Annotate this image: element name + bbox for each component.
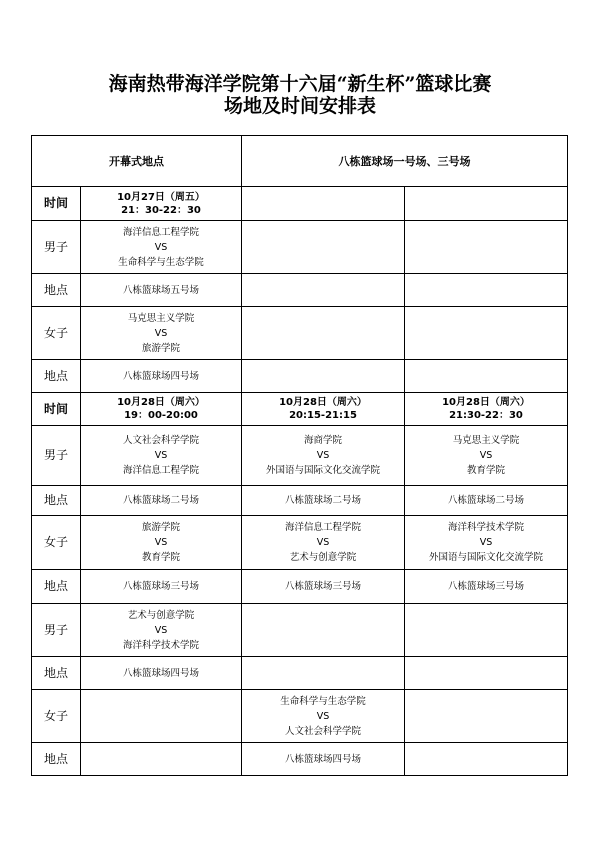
team-away: 教育学院 — [141, 552, 180, 563]
empty-cell — [242, 187, 405, 221]
slot-date: 10月28日（周六） — [279, 397, 367, 408]
team-away: 海洋科学技术学院 — [122, 639, 199, 651]
team-home: 马克思主义学院 — [452, 435, 520, 446]
vs-text: VS — [154, 537, 168, 548]
vs-text: VS — [154, 327, 168, 339]
venue-cell: 八栋篮球场三号场 — [405, 570, 568, 604]
time-slot — [242, 393, 405, 426]
team-home: 海洋信息工程学院 — [284, 522, 361, 533]
vs-text: VS — [479, 537, 493, 548]
venue-label: 地点 — [32, 486, 81, 516]
match-cell — [242, 690, 405, 743]
team-home: 海洋信息工程学院 — [122, 226, 199, 238]
women-label: 女子 — [32, 690, 81, 743]
team-home: 海洋科学技术学院 — [447, 522, 524, 533]
men-label: 男子 — [32, 604, 81, 657]
venue-label: 地点 — [32, 743, 81, 776]
venue-cell: 八栋篮球场四号场 — [81, 657, 242, 690]
venue-row — [32, 360, 568, 393]
venue-cell: 八栋篮球场二号场 — [405, 486, 568, 516]
empty-cell — [242, 657, 405, 690]
opening-location: 八栋篮球场一号场、三号场 — [242, 136, 568, 187]
time-row — [32, 393, 568, 426]
empty-cell — [81, 743, 242, 776]
slot-hours: 21：30-22：30 — [121, 204, 201, 216]
slot-date: 10月27日（周五） — [117, 191, 205, 203]
empty-cell — [405, 307, 568, 360]
men-match-row — [32, 221, 568, 274]
match-cell — [81, 604, 242, 657]
team-away: 海洋信息工程学院 — [122, 465, 199, 476]
empty-cell — [405, 743, 568, 776]
venue-label: 地点 — [32, 570, 81, 604]
vs-text: VS — [316, 710, 330, 722]
slot-date: 10月28日（周六） — [442, 397, 530, 408]
time-slot — [81, 187, 242, 221]
venue-cell: 八栋篮球场二号场 — [81, 486, 242, 516]
women-label: 女子 — [32, 516, 81, 570]
team-home: 艺术与创意学院 — [127, 609, 195, 621]
venue-cell: 八栋篮球场四号场 — [81, 360, 242, 393]
match-cell — [405, 426, 568, 486]
slot-date: 10月28日（周六） — [117, 397, 205, 408]
women-match-row — [32, 516, 568, 570]
match-cell — [81, 307, 242, 360]
team-home: 海商学院 — [303, 435, 342, 446]
team-away: 教育学院 — [466, 465, 505, 476]
vs-text: VS — [316, 537, 330, 548]
time-slot — [81, 393, 242, 426]
team-away: 旅游学院 — [141, 342, 180, 354]
vs-text: VS — [316, 450, 330, 461]
opening-row — [32, 136, 568, 187]
men-label: 男子 — [32, 426, 81, 486]
empty-cell — [242, 360, 405, 393]
team-away: 外国语与国际文化交流学院 — [428, 552, 543, 563]
empty-cell — [81, 690, 242, 743]
team-home: 人文社会科学学院 — [122, 435, 199, 446]
slot-hours: 20:15-21:15 — [289, 410, 357, 421]
men-match-row — [32, 426, 568, 486]
venue-row — [32, 486, 568, 516]
team-home: 马克思主义学院 — [127, 312, 195, 324]
vs-text: VS — [479, 450, 493, 461]
empty-cell — [242, 274, 405, 307]
venue-cell: 八栋篮球场三号场 — [81, 570, 242, 604]
empty-cell — [405, 360, 568, 393]
team-away: 外国语与国际文化交流学院 — [265, 465, 380, 476]
vs-text: VS — [154, 624, 168, 636]
venue-row — [32, 657, 568, 690]
venue-label: 地点 — [32, 657, 81, 690]
empty-cell — [405, 604, 568, 657]
team-home: 旅游学院 — [141, 522, 180, 533]
empty-cell — [405, 657, 568, 690]
venue-label: 地点 — [32, 274, 81, 307]
opening-label: 开幕式地点 — [32, 136, 242, 187]
venue-row — [32, 570, 568, 604]
schedule-table — [31, 135, 568, 776]
match-cell — [242, 516, 405, 570]
match-cell — [242, 426, 405, 486]
team-away: 生命科学与生态学院 — [118, 256, 204, 268]
team-away: 艺术与创意学院 — [289, 552, 357, 563]
venue-row — [32, 274, 568, 307]
venue-cell: 八栋篮球场五号场 — [81, 274, 242, 307]
women-match-row — [32, 307, 568, 360]
time-row — [32, 187, 568, 221]
match-cell — [81, 426, 242, 486]
women-label: 女子 — [32, 307, 81, 360]
men-label: 男子 — [32, 221, 81, 274]
time-slot — [405, 393, 568, 426]
men-match-row — [32, 604, 568, 657]
match-cell — [405, 516, 568, 570]
empty-cell — [405, 274, 568, 307]
venue-row — [32, 743, 568, 776]
page-subtitle: 场地及时间安排表 — [223, 95, 376, 117]
venue-cell: 八栋篮球场四号场 — [242, 743, 405, 776]
match-cell — [81, 221, 242, 274]
venue-cell: 八栋篮球场三号场 — [242, 570, 405, 604]
vs-text: VS — [154, 450, 168, 461]
time-label: 时间 — [32, 187, 81, 221]
team-home: 生命科学与生态学院 — [280, 695, 366, 707]
empty-cell — [405, 690, 568, 743]
empty-cell — [242, 221, 405, 274]
slot-hours: 21:30-22：30 — [449, 410, 523, 421]
venue-cell: 八栋篮球场二号场 — [242, 486, 405, 516]
team-away: 人文社会科学学院 — [284, 725, 361, 737]
women-match-row — [32, 690, 568, 743]
empty-cell — [405, 187, 568, 221]
venue-label: 地点 — [32, 360, 81, 393]
match-cell — [81, 516, 242, 570]
vs-text: VS — [154, 241, 168, 253]
page-title: 海南热带海洋学院第十六届“新生杯”篮球比赛 — [108, 73, 492, 95]
empty-cell — [242, 604, 405, 657]
empty-cell — [405, 221, 568, 274]
empty-cell — [242, 307, 405, 360]
time-label: 时间 — [32, 393, 81, 426]
slot-hours: 19：00-20:00 — [124, 410, 198, 421]
